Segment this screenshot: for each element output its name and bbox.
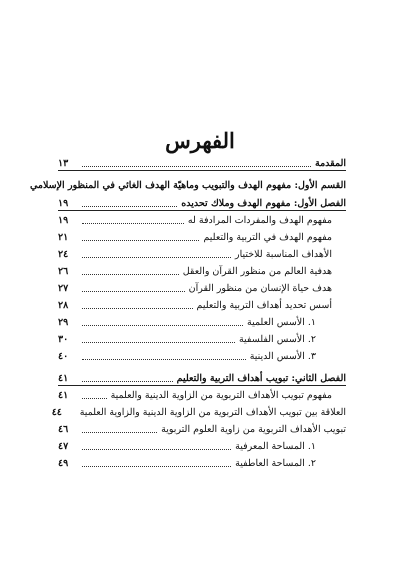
dot-leader	[82, 239, 199, 241]
dot-leader	[82, 324, 243, 326]
toc-entry-page: ٤١	[58, 390, 69, 401]
toc-entry-label: مفهوم الهدف في التربية والتعليم	[203, 232, 332, 243]
toc-entry-label: الأهداف المناسبة للاختيار	[235, 249, 332, 260]
dot-leader	[82, 448, 231, 450]
toc-entry[interactable]	[58, 332, 346, 346]
toc-entry-label: ٣. الأسس الدينية	[249, 351, 316, 362]
toc-entry-page: ٢٩	[58, 317, 69, 328]
toc-entry-page: ٢١	[58, 232, 69, 243]
toc-entry-page: ٢٧	[58, 283, 69, 294]
page-title: الفهرس	[165, 128, 235, 153]
toc-entry-label: ٢. المساحة العاطفية	[235, 458, 316, 469]
toc-entry-label: ١. المساحة المعرفية	[235, 441, 316, 452]
dot-leader	[82, 431, 157, 433]
dot-leader	[82, 358, 246, 360]
toc-entry-label: الفصل الأول: مفهوم الهدف وملاك تحديده	[181, 198, 346, 209]
toc-entry[interactable]	[58, 264, 346, 278]
toc-entry-label: مفهوم تبويب الأهداف التربوية من الزاوية الدينية والعلمية	[110, 390, 332, 401]
toc-entry-label: هدف حياة الإنسان من منظور القرآن	[188, 283, 332, 294]
toc-entry-label: تبويب الأهداف التربوية من زاوية العلوم التربوية	[161, 424, 346, 435]
toc-entry[interactable]	[58, 230, 346, 244]
toc-entry-page: ١٩	[58, 198, 69, 209]
dot-leader	[82, 205, 177, 207]
toc-entry[interactable]	[58, 247, 346, 261]
toc-entry[interactable]	[58, 281, 346, 295]
dot-leader	[82, 222, 184, 224]
toc-entry-page: ٤١	[58, 373, 69, 384]
dot-leader	[82, 165, 311, 167]
toc-entry[interactable]	[58, 298, 346, 312]
toc-entry-page: ٤٦	[58, 424, 69, 435]
dot-leader	[82, 380, 173, 382]
toc-entry-label: ٢. الأسس الفلسفية	[238, 334, 316, 345]
toc-entry[interactable]	[58, 456, 346, 470]
toc-entry-page: ٢٦	[58, 266, 69, 277]
dot-leader	[82, 341, 235, 343]
part-heading: القسم الأول: مفهوم الهدف والتبويب وماهيّة الهدف الغائي في المنظور الإسلامي	[29, 180, 346, 191]
toc-entry-label: المقدمة	[314, 158, 346, 169]
toc-entry[interactable]	[58, 439, 346, 453]
dot-leader	[82, 256, 231, 258]
toc-entry-page: ٤٤	[51, 407, 62, 418]
toc-entry-page: ٤٩	[58, 458, 69, 469]
toc-entry-page: ٢٤	[58, 249, 69, 260]
toc-entry[interactable]	[58, 213, 346, 227]
toc-entry[interactable]	[58, 315, 346, 329]
toc-entry-page: ٣٠	[58, 334, 69, 345]
toc-entry[interactable]	[58, 349, 346, 363]
dot-leader	[82, 397, 107, 399]
toc-entry-label: هدفية العالم من منظور القرآن والعقل	[182, 266, 332, 277]
toc-entry-label: الفصل الثاني: تبويب أهداف التربية والتعليم	[176, 373, 346, 384]
toc-entry-page: ٢٨	[58, 300, 69, 311]
toc-entry-page: ١٩	[58, 215, 69, 226]
toc-entry-page: ٤٧	[58, 441, 69, 452]
toc-entry-label: العلاقة بين تبويب الأهداف التربوية من الزاوية الدينية والزاوية العلمية	[79, 407, 346, 418]
toc-entry[interactable]	[51, 405, 346, 419]
toc-entry-chapter[interactable]	[58, 371, 346, 386]
dot-leader	[82, 273, 179, 275]
toc-entry-page: ٤٠	[58, 351, 69, 362]
toc-entry-label: أسس تحديد أهداف التربية والتعليم	[196, 300, 332, 311]
dot-leader	[82, 307, 193, 309]
dot-leader	[82, 290, 185, 292]
toc-entry-page: ١٣	[58, 158, 69, 169]
dot-leader	[82, 465, 231, 467]
toc-entry[interactable]	[58, 422, 346, 436]
toc-entry-chapter[interactable]	[58, 196, 346, 211]
toc-entry-introduction[interactable]	[58, 156, 346, 171]
toc-entry[interactable]	[58, 388, 346, 402]
toc-entry-label: ١. الأسس العلمية	[246, 317, 316, 328]
toc-entry-label: مفهوم الهدف والمفردات المرادفة له	[187, 215, 332, 226]
